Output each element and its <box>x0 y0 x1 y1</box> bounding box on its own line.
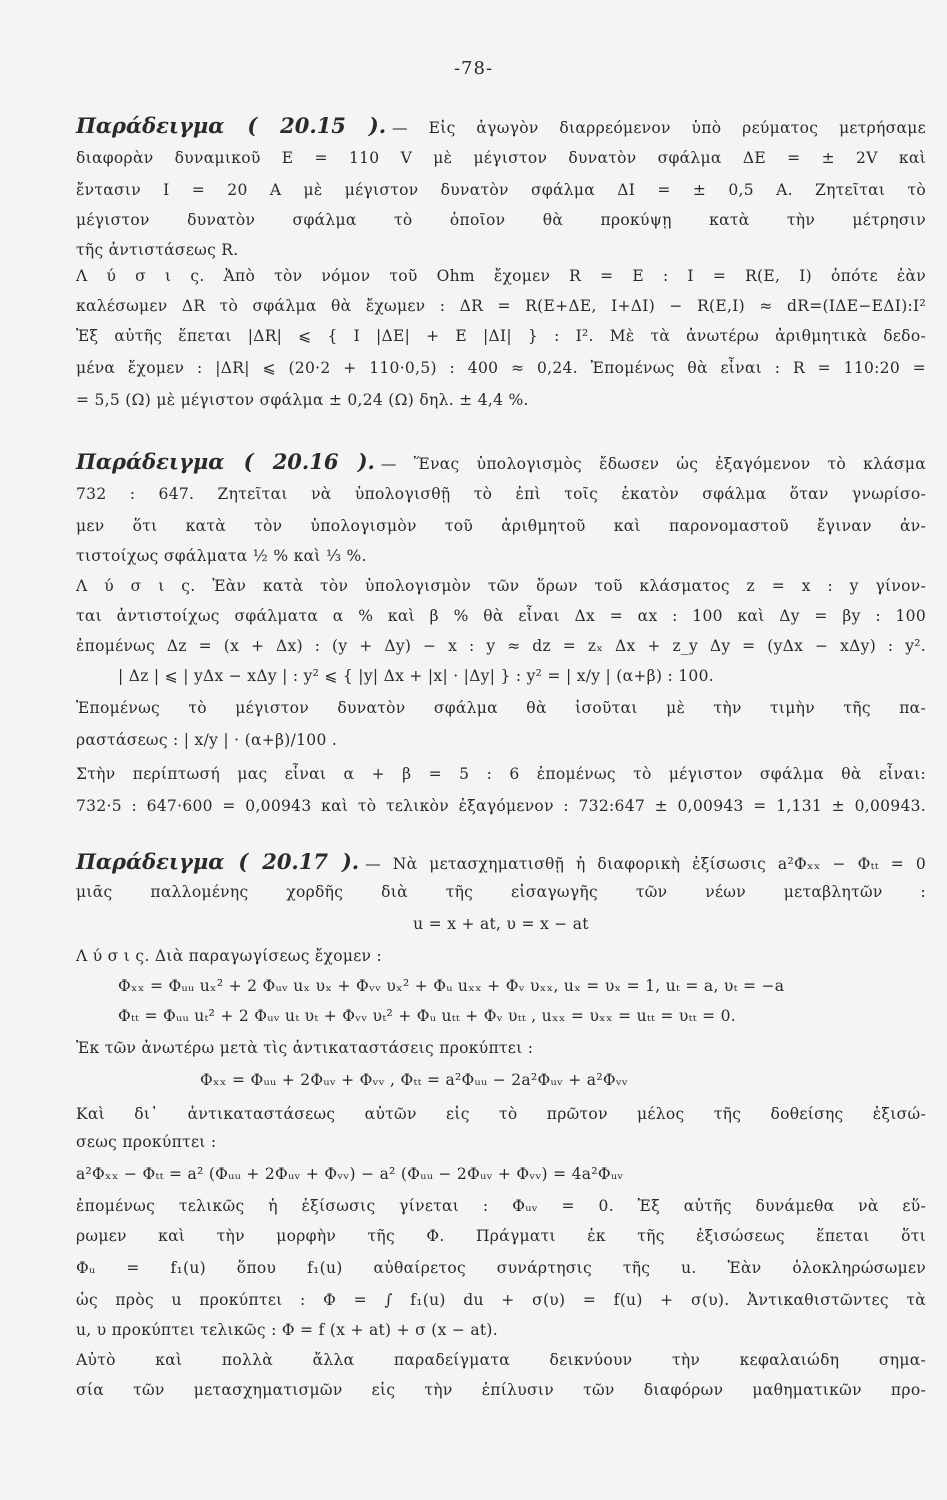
example-20-17-line-7: Φₓₓ = Φᵤᵤ + 2Φᵤᵥ + Φᵥᵥ , Φₜₜ = a²Φᵤᵤ − 2a²Φᵤᵥ + a²Φᵥᵥ <box>200 1071 629 1089</box>
example-20-17-line-16: Αὐτὸ καὶ πολλὰ ἄλλα παραδείγματα δεικνύουν τὴν κεφαλαιώδη σημα- <box>76 1351 926 1369</box>
page-number: -78- <box>453 58 494 79</box>
example-20-16-line-9: ραστάσεως : | x/y | · (α+β)/100 . <box>76 731 338 749</box>
example-20-16-line-7: | Δz | ⩽ | yΔx − xΔy | : y² ⩽ { |y| Δx + |x| · |Δy| } : y² = | x/y | (α+β) : 100. <box>118 667 714 685</box>
example-20-17-line-17: σία τῶν μετασχηματισμῶν εἰς τὴν ἐπίλυσιν τῶν διαφόρων μαθηματικῶν προ- <box>76 1381 926 1399</box>
example-20-16-line-3: τιστοίχως σφάλματα ½ % καὶ ⅓ %. <box>76 547 367 565</box>
example-20-15-line-9: = 5,5 (Ω) μὲ μέγιστον σφάλμα ± 0,24 (Ω) δηλ. ± 4,4 %. <box>76 391 529 409</box>
example-20-16-line-8: Ἐπομένως τὸ μέγιστον δυνατὸν σφάλμα θὰ ἰσοῦται μὲ τὴν τιμὴν τῆς πα- <box>76 699 926 717</box>
example-20-16-line-11: 732·5 : 647·600 = 0,00943 καὶ τὸ τελικὸν ἐξαγόμενον : 732:647 ± 0,00943 = 1,131 ± 0,00943. <box>76 797 926 815</box>
example-20-17-line-10: a²Φₓₓ − Φₜₜ = a² (Φᵤᵤ + 2Φᵤᵥ + Φᵥᵥ) − a² (Φᵤᵤ − 2Φᵤᵥ + Φᵥᵥ) = 4a²Φᵤᵥ <box>76 1165 624 1183</box>
example-20-15-line-6: καλέσωμεν ΔR τὸ σφάλμα θὰ ἔχωμεν : ΔR = R(E+ΔE, I+ΔI) − R(E,I) ≈ dR=(IΔE−EΔI):I² <box>76 297 926 315</box>
example-20-16-line-5: ται ἀντιστοίχως σφάλματα α % καὶ β % θὰ εἶναι Δx = αx : 100 καὶ Δy = βy : 100 <box>76 607 926 625</box>
example-20-15-line-7: Ἐξ αὐτῆς ἕπεται |ΔR| ⩽ { I |ΔE| + E |ΔI| } : I². Μὲ τὰ ἀνωτέρω ἀριθμητικὰ δεδο- <box>76 327 926 345</box>
example-20-16-line-2: μεν ὅτι κατὰ τὸν ὑπολογισμὸν τοῦ ἀριθμητοῦ καὶ παρονομαστοῦ ἔγιναν ἀν- <box>76 517 926 535</box>
example-20-15-line-1: διαφορὰν δυναμικοῦ E = 110 V μὲ μέγιστον δυνατὸν σφάλμα ΔE = ± 2V καὶ <box>76 149 926 167</box>
example-20-15-line-2: ἔντασιν I = 20 A μὲ μέγιστον δυνατὸν σφάλμα ΔI = ± 0,5 A. Ζητεῖται τὸ <box>76 181 926 199</box>
example-20-17-heading: Παράδειγμα ( 20.17 ). <box>76 849 360 874</box>
example-20-16-line-6: ἐπομένως Δz = (x + Δx) : (y + Δy) − x : y ≈ dz = zₓ Δx + z_y Δy = (yΔx − xΔy) : y². <box>76 637 926 655</box>
example-20-16-line-4: Λ ύ σ ι ς. Ἐὰν κατὰ τὸν ὑπολογισμὸν τῶν ὅρων τοῦ κλάσματος z = x : y γίνον- <box>76 577 926 595</box>
example-20-15-line-5: Λ ύ σ ι ς. Ἀπὸ τὸν νόμον τοῦ Ohm ἔχομεν R = E : I = R(E, I) ὁπότε ἐὰν <box>76 267 926 285</box>
example-20-15-line-4: τῆς ἀντιστάσεως R. <box>76 241 239 259</box>
example-20-17-line-1: μιᾶς παλλομένης χορδῆς διὰ τῆς εἰσαγωγῆς τῶν νέων μεταβλητῶν : <box>76 883 926 901</box>
example-20-17-line-3: Λ ύ σ ι ς. Διὰ παραγωγίσεως ἔχομεν : <box>76 947 383 965</box>
example-20-15-line-0: Παράδειγμα ( 20.15 ). — Εἰς ἀγωγὸν διαρρεόμενον ὑπὸ ρεύματος μετρήσαμε <box>76 113 926 138</box>
example-20-16-line-10: Στὴν περίπτωσή μας εἶναι α + β = 5 : 6 ἐπομένως τὸ μέγιστον σφάλμα θὰ εἶναι: <box>76 765 926 783</box>
example-20-17-line-9: σεως προκύπτει : <box>76 1133 217 1151</box>
example-20-17-line-4: Φₓₓ = Φᵤᵤ uₓ² + 2 Φᵤᵥ uₓ υₓ + Φᵥᵥ υₓ² + Φᵤ uₓₓ + Φᵥ υₓₓ, uₓ = υₓ = 1, uₜ = a, υₜ = −a <box>118 977 785 995</box>
example-20-17-line-12: ρωμεν καὶ τὴν μορφὴν τῆς Φ. Πράγματι ἐκ τῆς ἐξισώσεως ἕπεται ὅτι <box>76 1227 926 1245</box>
example-20-17-line-5: Φₜₜ = Φᵤᵤ uₜ² + 2 Φᵤᵥ uₜ υₜ + Φᵥᵥ υₜ² + Φᵤ uₜₜ + Φᵥ υₜₜ , uₓₓ = υₓₓ = uₜₜ = υₜₜ = 0. <box>118 1007 737 1025</box>
example-20-17-line-15: u, υ προκύπτει τελικῶς : Φ = f (x + at) + σ (x − at). <box>76 1321 498 1339</box>
example-20-17-line-8: Καὶ δι᾽ ἀντικαταστάσεως αὐτῶν εἰς τὸ πρῶτον μέλος τῆς δοθείσης ἐξισώ- <box>76 1105 926 1123</box>
example-20-17-line-14: ὡς πρὸς u προκύπτει : Φ = ∫ f₁(u) du + σ(υ) = f(u) + σ(υ). Ἀντικαθιστῶντες τὰ <box>76 1291 926 1309</box>
example-20-17-line-2: u = x + at, υ = x − at <box>413 915 589 933</box>
example-20-15-line-3: μέγιστον δυνατὸν σφάλμα τὸ ὁποῖον θὰ προκύψῃ κατὰ τὴν μέτρησιν <box>76 211 926 229</box>
example-20-17-line-13: Φᵤ = f₁(u) ὅπου f₁(u) αὐθαίρετος συνάρτησις τῆς u. Ἐὰν ὁλοκληρώσωμεν <box>76 1259 926 1277</box>
example-20-16-heading: Παράδειγμα ( 20.16 ). <box>76 449 375 474</box>
example-20-17-line-11: ἐπομένως τελικῶς ἡ ἐξίσωσις γίνεται : Φᵤᵥ = 0. Ἐξ αὐτῆς δυνάμεθα νὰ εὕ- <box>76 1197 926 1215</box>
example-20-15-heading: Παράδειγμα ( 20.15 ). <box>76 113 387 138</box>
example-20-15-line-8: μένα ἔχομεν : |ΔR| ⩽ (20·2 + 110·0,5) : 400 ≈ 0,24. Ἐπομένως θὰ εἶναι : R = 110:20 = <box>76 359 926 377</box>
example-20-16-line-1: 732 : 647. Ζητεῖται νὰ ὑπολογισθῇ τὸ ἐπὶ τοῖς ἑκατὸν σφάλμα ὅταν γνωρίσο- <box>76 485 926 503</box>
example-20-17-line-6: Ἐκ τῶν ἀνωτέρω μετὰ τὶς ἀντικαταστάσεις προκύπτει : <box>76 1039 534 1057</box>
example-20-16-line-0: Παράδειγμα ( 20.16 ). — Ἕνας ὑπολογισμὸς ἔδωσεν ὡς ἐξαγόμενον τὸ κλάσμα <box>76 449 926 474</box>
example-20-17-line-0: Παράδειγμα ( 20.17 ). — Νὰ μετασχηματισθῇ ἡ διαφορικὴ ἐξίσωσις a²Φₓₓ − Φₜₜ = 0 <box>76 849 926 874</box>
